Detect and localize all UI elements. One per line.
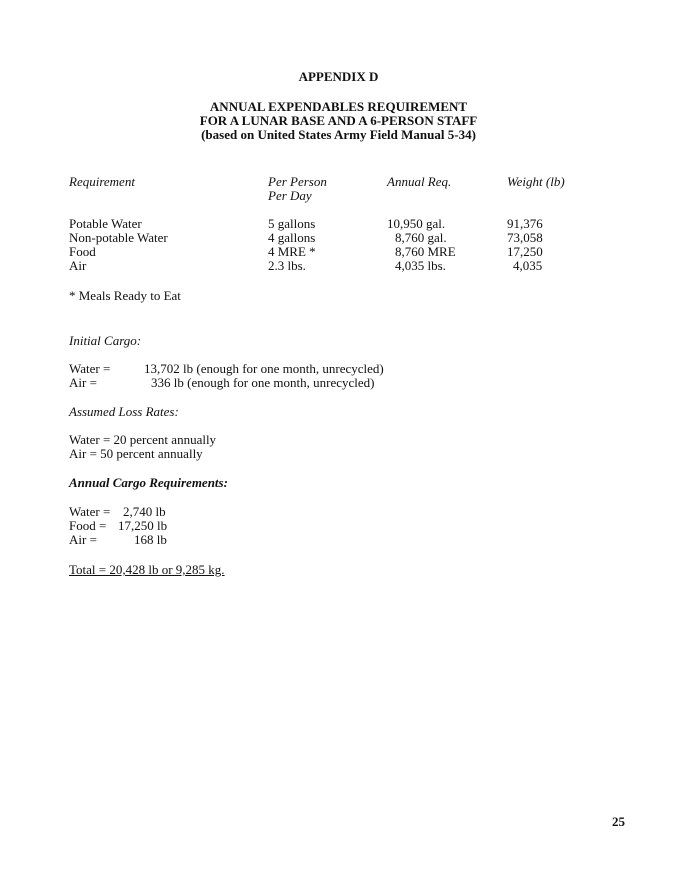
cargo-label: Air = xyxy=(69,375,97,390)
cell-weight: 73,058 xyxy=(507,230,543,245)
total-line: Total = 20,428 lb or 9,285 kg. xyxy=(69,562,225,577)
cargo-value: 168 lb xyxy=(134,532,167,547)
header-requirement: Requirement xyxy=(69,174,135,189)
title-line-3: (based on United States Army Field Manual 5-34) xyxy=(201,127,476,142)
initial-cargo-heading: Initial Cargo: xyxy=(69,333,142,348)
list-item xyxy=(69,519,469,533)
cell-weight: 17,250 xyxy=(507,244,543,259)
table-row xyxy=(0,217,677,231)
cargo-value: 17,250 lb xyxy=(118,518,168,533)
header-per-person: Per Person xyxy=(268,174,327,189)
cell-per-day: 5 gallons xyxy=(268,216,316,231)
header-per-day: Per Day xyxy=(268,188,312,203)
list-item: Water = 20 percent annually xyxy=(69,432,217,447)
cell-annual: 10,950 gal. xyxy=(387,216,446,231)
footnote: * Meals Ready to Eat xyxy=(69,288,181,303)
cargo-label: Water = xyxy=(69,361,111,376)
cargo-value: 336 lb (enough for one month, unrecycled) xyxy=(151,375,375,390)
list-item xyxy=(69,362,469,376)
cell-annual: 8,760 MRE xyxy=(395,244,456,259)
cargo-label: Food = xyxy=(69,518,107,533)
cargo-label: Air = xyxy=(69,532,97,547)
cell-weight: 4,035 xyxy=(513,258,543,273)
list-item xyxy=(69,533,469,547)
list-item xyxy=(69,505,469,519)
cell-per-day: 2.3 lbs. xyxy=(268,258,306,273)
cell-weight: 91,376 xyxy=(507,216,543,231)
cell-per-day: 4 MRE * xyxy=(268,244,316,259)
header-weight: Weight (lb) xyxy=(507,174,565,189)
cargo-label: Water = xyxy=(69,504,111,519)
cell-requirement: Potable Water xyxy=(69,216,142,231)
page-number: 25 xyxy=(612,814,625,829)
cell-requirement: Air xyxy=(69,258,87,273)
cargo-value: 13,702 lb (enough for one month, unrecycled) xyxy=(144,361,384,376)
list-item: Air = 50 percent annually xyxy=(69,446,203,461)
table-row xyxy=(0,231,677,245)
cell-annual: 4,035 lbs. xyxy=(395,258,446,273)
cell-annual: 8,760 gal. xyxy=(395,230,447,245)
cargo-value: 2,740 lb xyxy=(123,504,166,519)
cell-requirement: Non-potable Water xyxy=(69,230,168,245)
loss-rates-heading: Assumed Loss Rates: xyxy=(69,404,179,419)
annual-cargo-heading: Annual Cargo Requirements: xyxy=(69,475,228,490)
table-row xyxy=(0,245,677,259)
title-line-2: FOR A LUNAR BASE AND A 6-PERSON STAFF xyxy=(199,113,478,128)
cell-requirement: Food xyxy=(69,244,96,259)
title-line-1: ANNUAL EXPENDABLES REQUIREMENT xyxy=(209,99,468,114)
appendix-label: APPENDIX D xyxy=(298,69,379,84)
list-item xyxy=(69,376,469,390)
header-annual: Annual Req. xyxy=(387,174,452,189)
table-row xyxy=(0,259,677,273)
cell-per-day: 4 gallons xyxy=(268,230,316,245)
